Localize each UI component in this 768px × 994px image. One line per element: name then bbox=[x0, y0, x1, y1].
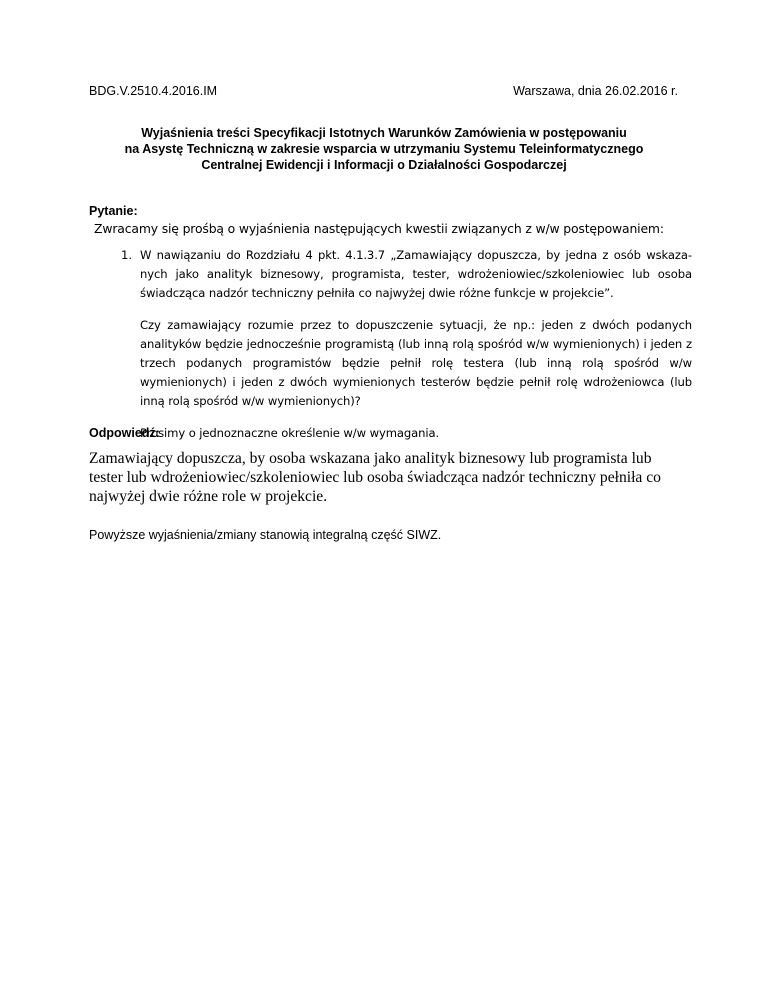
answer-label: Odpowiedź: bbox=[89, 426, 160, 440]
question-intro: Zwracamy się prośbą o wyjaśnienia następujących kwestii związanych z w/w postępowaniem: bbox=[94, 221, 664, 236]
answer-text: Zamawiający dopuszcza, by osoba wskazana jako analityk biznesowy lub programista lub tester lub wdrożeniowiec/szkoleniowiec lub osoba świadcząca nadzór techniczny pełniła co najwyżej dwie różne role w projekcie. bbox=[89, 450, 661, 505]
question-item-body bbox=[140, 246, 692, 443]
footer-note: Powyższe wyjaśnienia/zmiany stanowią integralną część SIWZ. bbox=[89, 528, 442, 542]
document-reference-number: BDG.V.2510.4.2016.IM bbox=[89, 84, 218, 98]
document-date: Warszawa, dnia 26.02.2016 r. bbox=[513, 84, 678, 98]
question-paragraph-query: Czy zamawiający rozumie przez to dopuszczenie sytuacji, że np.: jeden z dwóch podanych analityków będzie jednocześnie programistą (lub inną rolą spośród w/w wymienionych) i jeden z trzech podanych programistów będzie pełnił rolę testera (lub inną rolą spośród w/w wymienionych) i jeden z dwóch wymienionych testerów będzie pełnił rolę wdrożeniowca (lub inną rolą spośród w/w wymienionych)? bbox=[140, 318, 692, 408]
title-line-3: Centralnej Ewidencji i Informacji o Działalności Gospodarczej bbox=[201, 158, 567, 172]
document-title bbox=[89, 125, 679, 173]
title-line-1: Wyjaśnienia treści Specyfikacji Istotnych Warunków Zamówienia w postępowaniu bbox=[141, 126, 627, 140]
question-item-number: 1. bbox=[121, 248, 133, 262]
question-label: Pytanie: bbox=[89, 204, 138, 218]
question-paragraph-quote: W nawiązaniu do Rozdziału 4 pkt. 4.1.3.7 „Zamawiający dopuszcza, by jedna z osób wskaza-nych jako analityk biznesowy, programista, tester, wdrożeniowiec/szkoleniowiec lub osoba świadcząca nadzór techniczny pełniła co najwyżej dwie różne funkcje w projekcie”. bbox=[140, 248, 692, 300]
question-paragraph-request: Prosimy o jednoznaczne określenie w/w wymagania. bbox=[140, 426, 440, 440]
title-line-2: na Asystę Techniczną w zakresie wsparcia w utrzymaniu Systemu Teleinformatycznego bbox=[124, 142, 644, 156]
